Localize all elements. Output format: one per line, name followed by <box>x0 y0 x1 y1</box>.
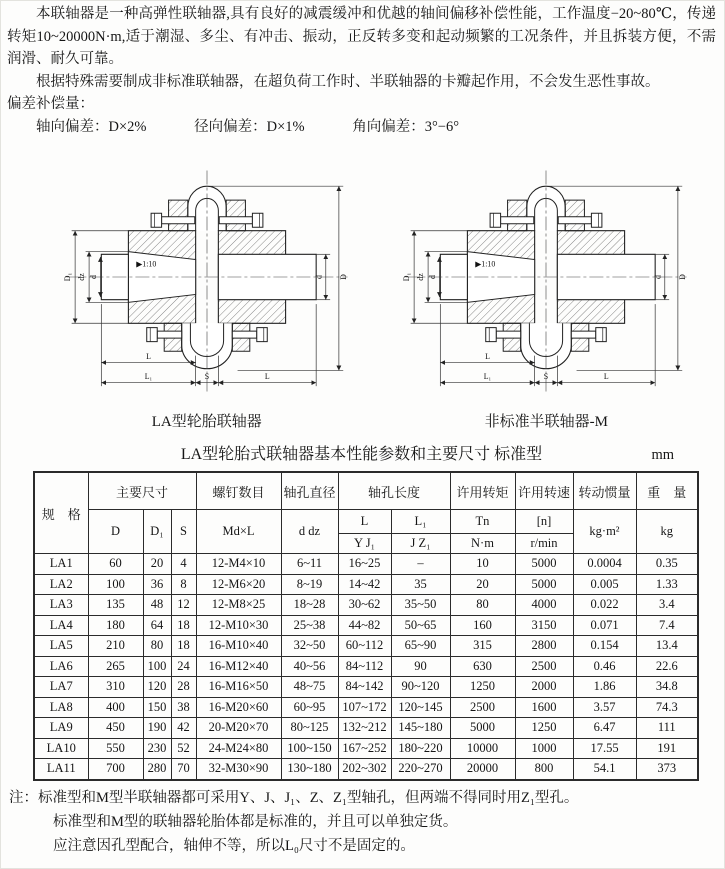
cell: 1600 <box>515 697 573 718</box>
table-title-row <box>7 443 716 467</box>
cell: 0.35 <box>636 554 698 575</box>
cell: 8 <box>171 574 196 595</box>
figure-nonstandard-half-coupling <box>377 146 717 431</box>
cell: 0.46 <box>573 656 636 677</box>
cell: 14~42 <box>338 574 391 595</box>
cell: 90~120 <box>391 677 450 698</box>
col-speed-unit: r/min <box>515 534 573 554</box>
row-spec: LA6 <box>34 656 88 677</box>
col-spec: 规 格 <box>34 472 88 554</box>
cell: 36 <box>143 574 171 595</box>
cell: 22.6 <box>636 656 698 677</box>
col-L1: L₁ <box>391 510 450 534</box>
cell: 230 <box>143 738 171 759</box>
cell: 25~38 <box>281 615 338 636</box>
col-torque-unit: N·m <box>450 534 515 554</box>
cell: 38 <box>171 697 196 718</box>
row-spec: LA5 <box>34 636 88 657</box>
cell: 32-M30×90 <box>196 759 281 780</box>
cell: 2500 <box>450 697 515 718</box>
cell: 107~172 <box>338 697 391 718</box>
note-line-1: 注：标准型和M型半联轴器都可采用Y、J、J₁、Z、Z₁型轴孔，但两端不得同时用Z₁型孔。 <box>9 789 579 806</box>
table-row <box>34 636 698 657</box>
cell: 120 <box>143 677 171 698</box>
deviation-heading: 偏差补偿量： <box>7 96 94 112</box>
cell: 6.47 <box>573 718 636 739</box>
cell: 0.022 <box>573 595 636 616</box>
cell: 202~302 <box>338 759 391 780</box>
cell: 60 <box>88 554 143 575</box>
cell: 84~142 <box>338 677 391 698</box>
cell: 10 <box>450 554 515 575</box>
col-D: D <box>88 510 143 554</box>
col-S: S <box>171 510 196 554</box>
colgroup-inertia: 转动惯量 <box>573 472 636 510</box>
cell: 0.154 <box>573 636 636 657</box>
cell: 16-M10×40 <box>196 636 281 657</box>
row-spec: LA8 <box>34 697 88 718</box>
cell: 80 <box>450 595 515 616</box>
cell: 54.1 <box>573 759 636 780</box>
cell: 44~82 <box>338 615 391 636</box>
cell: 0.0004 <box>573 554 636 575</box>
col-speed-sym: [n] <box>515 510 573 534</box>
cell: 630 <box>450 656 515 677</box>
angular-deviation: 角向偏差：3°−6° <box>352 118 459 135</box>
row-spec: LA2 <box>34 574 88 595</box>
cell: 18 <box>171 615 196 636</box>
table-row <box>34 595 698 616</box>
cell: 150 <box>143 697 171 718</box>
cell: 8~19 <box>281 574 338 595</box>
cell: 1000 <box>515 738 573 759</box>
cell: 5000 <box>515 574 573 595</box>
cell: 1.33 <box>636 574 698 595</box>
cell: 40~56 <box>281 656 338 677</box>
cell: 65~90 <box>391 636 450 657</box>
cell: 48 <box>143 595 171 616</box>
cell: 1250 <box>450 677 515 698</box>
cell: 111 <box>636 718 698 739</box>
cell: 80~125 <box>281 718 338 739</box>
cell: 13.4 <box>636 636 698 657</box>
colgroup-bore-len: 轴孔长度 <box>338 472 450 510</box>
cell: 100 <box>88 574 143 595</box>
colgroup-main-dims: 主要尺寸 <box>88 472 196 510</box>
cell: 17.55 <box>573 738 636 759</box>
cell: 18 <box>171 636 196 657</box>
colgroup-bore-dia: 轴孔直径 <box>281 472 338 510</box>
row-spec: LA1 <box>34 554 88 575</box>
cell: 3.57 <box>573 697 636 718</box>
axial-deviation: 轴向偏差：D×2% <box>36 118 147 135</box>
table-row <box>34 554 698 575</box>
cell: 34.8 <box>636 677 698 698</box>
table-row <box>34 697 698 718</box>
cell: 100 <box>143 656 171 677</box>
col-screw-spec: Md×L <box>196 510 281 554</box>
cell: 16-M12×40 <box>196 656 281 677</box>
cell: 1250 <box>515 718 573 739</box>
row-spec: LA9 <box>34 718 88 739</box>
col-L1-sub: J Z₁ <box>391 534 450 554</box>
figure-caption-la: LA型轮胎联轴器 <box>151 414 262 430</box>
cell: 2800 <box>515 636 573 657</box>
cell: 28 <box>171 677 196 698</box>
cell: 24-M24×80 <box>196 738 281 759</box>
col-torque-sym: Tn <box>450 510 515 534</box>
cell: 190 <box>143 718 171 739</box>
cell: 145~180 <box>391 718 450 739</box>
cell: 80 <box>143 636 171 657</box>
cell: 180 <box>88 615 143 636</box>
cell: 30~62 <box>338 595 391 616</box>
cell: 4000 <box>515 595 573 616</box>
cell: 0.071 <box>573 615 636 636</box>
cell: 167~252 <box>338 738 391 759</box>
cell: 265 <box>88 656 143 677</box>
cell: 0.005 <box>573 574 636 595</box>
intro-paragraph-2: 根据特殊需要制成非标准联轴器，在超负荷工作时、半联轴器的卡瓣起作用，不会发生恶性事故。 <box>36 73 660 90</box>
table-title: LA型轮胎式联轴器基本性能参数和主要尺寸 标准型 <box>180 446 543 463</box>
cell: 64 <box>143 615 171 636</box>
col-L: L <box>338 510 391 534</box>
cell: 210 <box>88 636 143 657</box>
cell: 7.4 <box>636 615 698 636</box>
cell: 450 <box>88 718 143 739</box>
cell: 400 <box>88 697 143 718</box>
table-row <box>34 718 698 739</box>
cell: 280 <box>143 759 171 780</box>
col-L-sub: Y J₁ <box>338 534 391 554</box>
notes-section <box>7 786 716 858</box>
cell: 132~212 <box>338 718 391 739</box>
cell: 12-M10×30 <box>196 615 281 636</box>
colgroup-screws: 螺钉数目 <box>196 472 281 510</box>
cell: 48~75 <box>281 677 338 698</box>
cell: 12-M8×25 <box>196 595 281 616</box>
cell: 2500 <box>515 656 573 677</box>
figure-caption-m: 非标准半联轴器-M <box>484 414 608 430</box>
figures-section <box>7 146 716 431</box>
spec-table <box>33 471 699 781</box>
cell: 84~112 <box>338 656 391 677</box>
table-row <box>34 574 698 595</box>
cell: 70 <box>171 759 196 780</box>
row-spec: LA3 <box>34 595 88 616</box>
cell: 191 <box>636 738 698 759</box>
table-row <box>34 677 698 698</box>
cell: 130~180 <box>281 759 338 780</box>
col-bore-dia-sub: d dz <box>281 510 338 554</box>
row-spec: LA7 <box>34 677 88 698</box>
cell: 100~150 <box>281 738 338 759</box>
cell: 12-M6×20 <box>196 574 281 595</box>
note-line-2: 标准型和M型的联轴器轮胎体都是标准的，并且可以单独定货。 <box>53 813 458 830</box>
intro-section <box>7 3 716 138</box>
cell: 35 <box>391 574 450 595</box>
cell: 74.3 <box>636 697 698 718</box>
cell: 50~65 <box>391 615 450 636</box>
radial-deviation: 径向偏差：D×1% <box>194 118 305 135</box>
cell: 6~11 <box>281 554 338 575</box>
cell: 550 <box>88 738 143 759</box>
cell: 35~50 <box>391 595 450 616</box>
table-row <box>34 738 698 759</box>
cell: 220~270 <box>391 759 450 780</box>
coupling-cross-section-drawing-m <box>385 146 707 408</box>
cell: 10000 <box>450 738 515 759</box>
table-row <box>34 615 698 636</box>
cell: 4 <box>171 554 196 575</box>
cell: 12-M4×10 <box>196 554 281 575</box>
cell: 180~220 <box>391 738 450 759</box>
cell: 90 <box>391 656 450 677</box>
col-weight-unit: kg <box>636 510 698 554</box>
cell: 16-M20×60 <box>196 697 281 718</box>
cell: 16~25 <box>338 554 391 575</box>
row-spec: LA11 <box>34 759 88 780</box>
colgroup-torque: 许用转矩 <box>450 472 515 510</box>
cell: 5000 <box>515 554 573 575</box>
cell: 60~112 <box>338 636 391 657</box>
cell: 315 <box>450 636 515 657</box>
cell: 135 <box>88 595 143 616</box>
cell: 20 <box>450 574 515 595</box>
cell: 5000 <box>450 718 515 739</box>
col-D1: D₁ <box>143 510 171 554</box>
cell: – <box>391 554 450 575</box>
cell: 310 <box>88 677 143 698</box>
cell: 3150 <box>515 615 573 636</box>
table-row <box>34 656 698 677</box>
cell: 800 <box>515 759 573 780</box>
figure-la-coupling <box>37 146 377 431</box>
col-inertia-unit: kg·m² <box>573 510 636 554</box>
cell: 120~145 <box>391 697 450 718</box>
intro-paragraph-1: 本联轴器是一种高弹性联轴器,具有良好的减震缓冲和优越的轴间偏移补偿性能，工作温度−20~80℃，传递转矩10~20000N·m,适于潮湿、多尘、有冲击、振动，正反转多变和起动频繁的工况条件，并且拆装方便，不需润滑、耐久可靠。 <box>7 6 716 67</box>
cell: 20 <box>143 554 171 575</box>
cell: 24 <box>171 656 196 677</box>
cell: 32~50 <box>281 636 338 657</box>
cell: 12 <box>171 595 196 616</box>
cell: 18~28 <box>281 595 338 616</box>
coupling-cross-section-drawing <box>46 146 368 408</box>
cell: 160 <box>450 615 515 636</box>
cell: 700 <box>88 759 143 780</box>
cell: 3.4 <box>636 595 698 616</box>
colgroup-speed: 许用转速 <box>515 472 573 510</box>
cell: 16-M16×50 <box>196 677 281 698</box>
table-unit: mm <box>651 447 674 463</box>
cell: 42 <box>171 718 196 739</box>
cell: 373 <box>636 759 698 780</box>
table-row <box>34 759 698 780</box>
note-line-3: 应注意因孔型配合，轴伸不等，所以L₀尺寸不是固定的。 <box>53 837 415 854</box>
cell: 20-M20×70 <box>196 718 281 739</box>
colgroup-weight: 重 量 <box>636 472 698 510</box>
row-spec: LA4 <box>34 615 88 636</box>
cell: 20000 <box>450 759 515 780</box>
cell: 52 <box>171 738 196 759</box>
cell: 60~95 <box>281 697 338 718</box>
cell: 2000 <box>515 677 573 698</box>
row-spec: LA10 <box>34 738 88 759</box>
deviation-values <box>7 116 716 139</box>
cell: 1.86 <box>573 677 636 698</box>
